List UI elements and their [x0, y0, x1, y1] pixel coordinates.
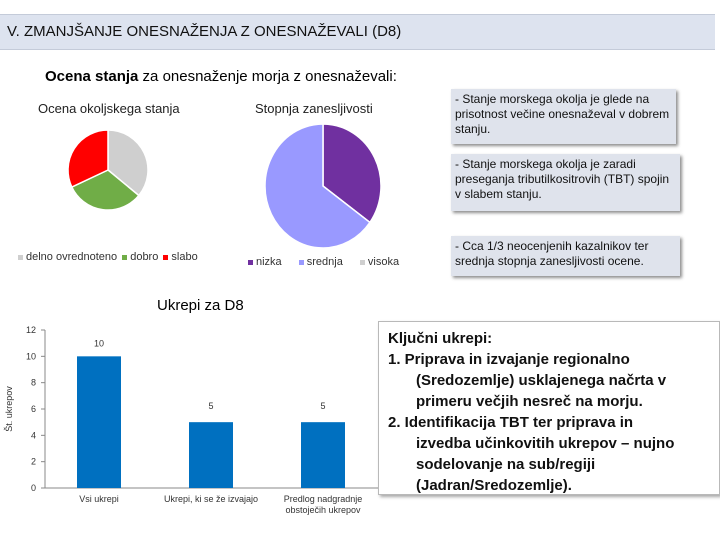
bar	[77, 356, 121, 488]
y-tick-label: 2	[30, 456, 36, 467]
legend-swatch-delno	[18, 255, 23, 260]
legend-swatch-nizka	[248, 260, 253, 265]
legend-item-srednja: srednja	[306, 256, 343, 268]
key-measure-line: sodelovanje na sub/regiji	[416, 456, 596, 473]
bar-data-label: 5	[208, 401, 214, 412]
pie1-legend	[18, 251, 198, 263]
legend-swatch-visoka	[360, 260, 365, 265]
pie1-chart	[58, 128, 158, 212]
x-category-label: Vsi ukrepi	[79, 494, 119, 504]
pie2-chart	[260, 120, 386, 252]
note-good-state: - Stanje morskega okolja je glede na prisotnost večine onesnaževal v dobrem stanju.	[451, 89, 676, 144]
note-bad-state: - Stanje morskega okolja je zaradi preseganja tributilkositrovih (TBT) spojin v slabem stanju.	[451, 154, 680, 211]
bar-data-label: 5	[320, 401, 326, 412]
key-measure-line: 1. Priprava in izvajanje regionalno	[388, 351, 630, 368]
key-measures-box	[378, 321, 720, 495]
key-measure-line: (Jadran/Sredozemlje).	[416, 477, 572, 494]
y-tick-label: 10	[25, 351, 36, 362]
x-category-label: Predlog nadgradnje obstoječih ukrepov	[283, 494, 363, 515]
y-tick-label: 8	[30, 377, 36, 388]
slide-title: V. ZMANJŠANJE ONESNAŽENJA Z ONESNAŽEVALI (D8)	[7, 23, 402, 40]
ukrepi-title: Ukrepi za D8	[157, 297, 244, 314]
pie2-legend	[248, 256, 399, 268]
bar-data-label: 10	[93, 338, 105, 349]
subtitle	[45, 68, 397, 85]
subtitle-bold: Ocena stanja	[45, 68, 139, 85]
legend-item-nizka: nizka	[256, 256, 282, 268]
bar	[301, 422, 345, 488]
pie2-title: Stopnja zanesljivosti	[255, 101, 373, 116]
slide-title-bar	[0, 14, 715, 50]
y-tick-label: 0	[30, 483, 36, 493]
legend-swatch-srednja	[299, 260, 304, 265]
legend-item-dobro: dobro	[130, 251, 159, 263]
y-tick-label: 12	[25, 325, 36, 335]
bar-chart	[0, 318, 382, 524]
key-measure-line: izvedba učinkovitih ukrepov – nujno	[416, 435, 675, 452]
subtitle-rest: za onesnaženje morja z onesnaževali:	[138, 68, 397, 85]
pie1-title: Ocena okoljskega stanja	[38, 101, 180, 116]
legend-swatch-slabo	[163, 255, 168, 260]
legend-swatch-dobro	[122, 255, 127, 260]
y-tick-label: 6	[30, 404, 36, 414]
x-category-label: Ukrepi, ki se že izvajajo	[163, 494, 259, 504]
key-measures-heading: Ključni ukrepi:	[388, 330, 493, 347]
legend-item-delno: delno ovrednoteno	[26, 251, 118, 263]
legend-item-visoka: visoka	[367, 256, 400, 268]
key-measure-line: (Sredozemlje) usklajenega načrta v	[416, 372, 667, 389]
note-reliability: - Cca 1/3 neocenjenih kazalnikov ter srednja stopnja zanesljivosti ocene.	[451, 236, 680, 276]
legend-item-slabo: slabo	[171, 251, 198, 263]
bar	[189, 422, 233, 488]
key-measure-line: primeru večjih nesreč na morju.	[416, 393, 643, 410]
y-tick-label: 4	[30, 430, 36, 441]
y-axis-label: Št. ukrepov	[4, 386, 14, 432]
key-measure-line: 2. Identifikacija TBT ter priprava in	[388, 414, 634, 431]
